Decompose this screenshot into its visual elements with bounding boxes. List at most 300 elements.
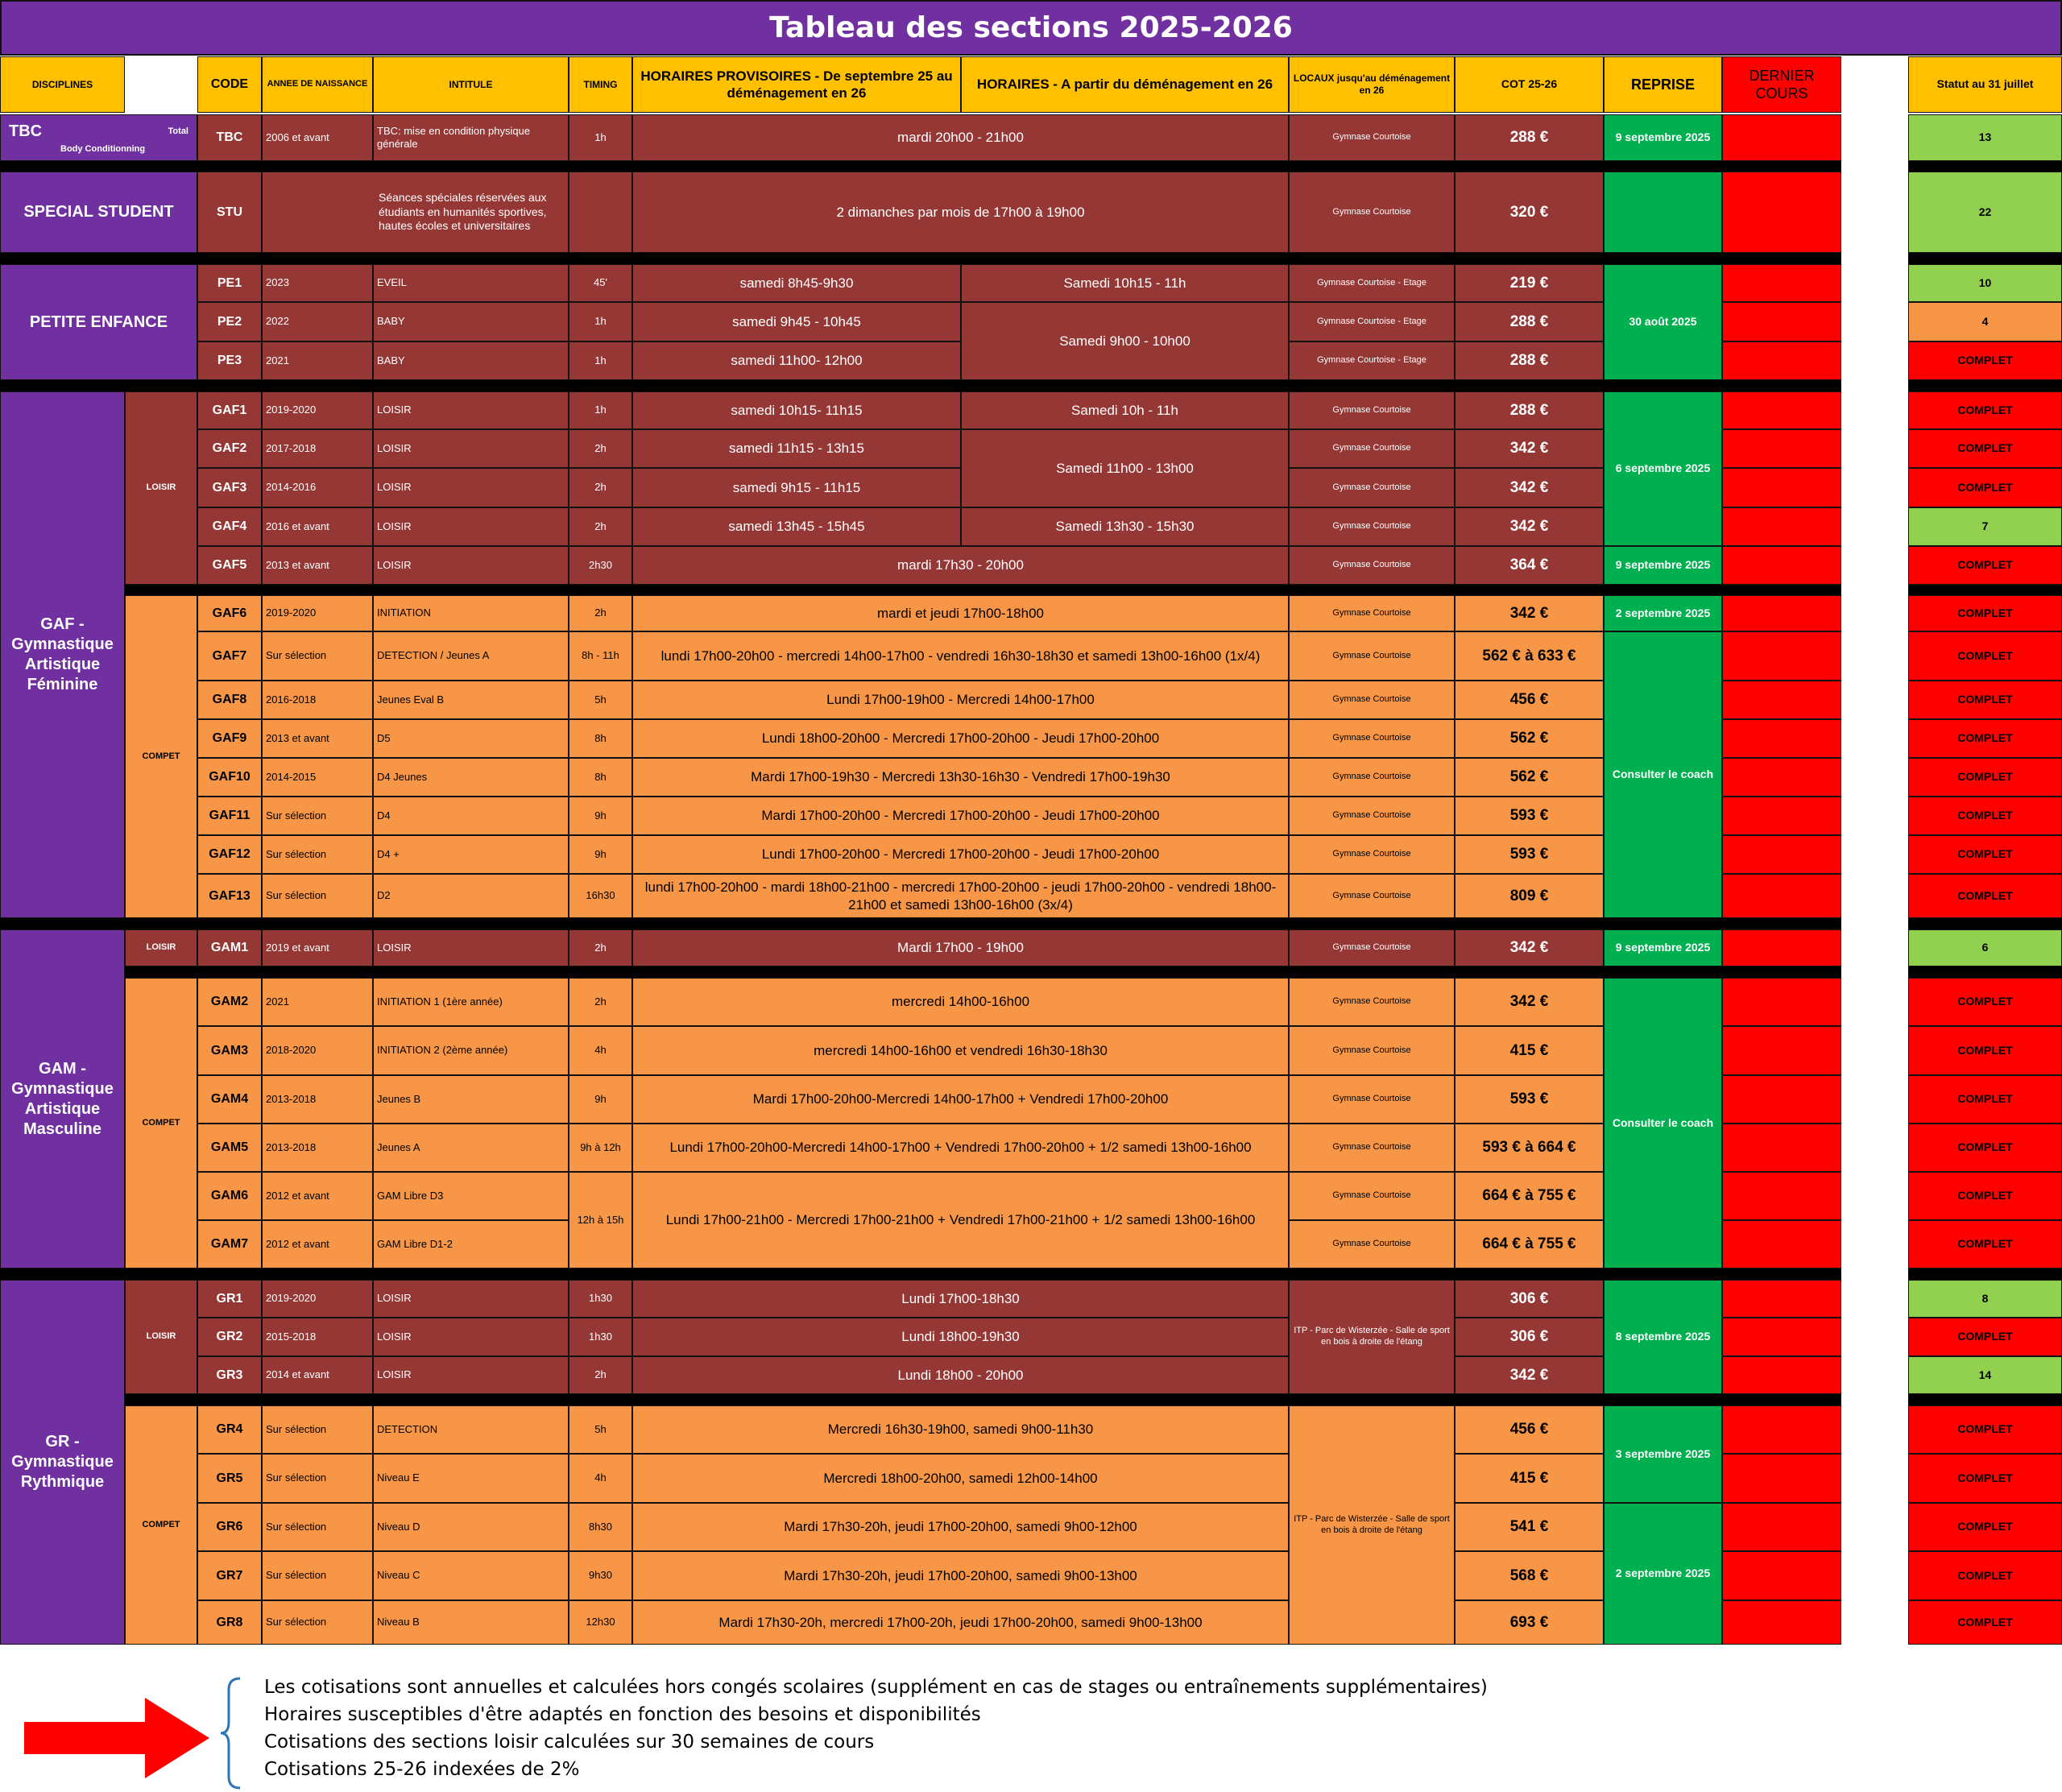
cell-cotisation: 342 € — [1455, 468, 1604, 507]
cell-cotisation: 456 € — [1455, 681, 1604, 719]
cell-dernier-cours — [1722, 546, 1841, 585]
cell-statut: COMPLET — [1908, 1172, 2062, 1220]
cell-locaux: Gymnase Courtoise — [1289, 719, 1455, 758]
cell-locaux: Gymnase Courtoise — [1289, 929, 1455, 966]
cell-annee: 2016 et avant — [262, 507, 373, 546]
cell-timing: 9h — [569, 797, 632, 835]
cell-statut: COMPLET — [1908, 546, 2062, 585]
section-separator — [0, 918, 1841, 929]
cell-cotisation: 320 € — [1455, 172, 1604, 253]
cell-statut: 14 — [1908, 1356, 2062, 1394]
cell-dernier-cours — [1722, 264, 1841, 302]
header-disciplines: DISCIPLINES — [0, 56, 125, 113]
cell-statut: COMPLET — [1908, 631, 2062, 681]
cell-horaire: Lundi 18h00-20h00 - Mercredi 17h00-20h00 - Jeudi 17h00-20h00 — [632, 719, 1289, 758]
note-item: Cotisations 25-26 indexées de 2% — [264, 1759, 580, 1780]
cell-reprise: Consulter le coach — [1604, 631, 1722, 918]
header-horaires-new: HORAIRES - A partir du déménagement en 26 — [961, 56, 1289, 113]
cell-locaux: Gymnase Courtoise — [1289, 1075, 1455, 1124]
cell-intitule: LOISIR — [373, 929, 569, 966]
cell-annee: 2013-2018 — [262, 1124, 373, 1172]
cell-intitule: EVEIL — [373, 264, 569, 302]
cell-code: GR1 — [197, 1280, 262, 1318]
section-separator — [1908, 1268, 2062, 1280]
cell-horaire: Mardi 17h30-20h, jeudi 17h00-20h00, samedi 9h00-13h00 — [632, 1551, 1289, 1600]
cell-code: GR2 — [197, 1318, 262, 1356]
cell-annee: 2019 et avant — [262, 929, 373, 966]
cell-timing: 4h — [569, 1026, 632, 1075]
cell-dernier-cours — [1722, 929, 1841, 966]
cell-cotisation: 342 € — [1455, 595, 1604, 631]
cell-horaire: samedi 9h15 - 11h15 — [632, 468, 961, 507]
cell-horaire: Lundi 17h00-21h00 - Mercredi 17h00-21h00 + Vendredi 17h00-21h00 + 1/2 samedi 13h00-16h00 — [632, 1172, 1289, 1268]
cell-dernier-cours — [1722, 874, 1841, 918]
cell-statut: 13 — [1908, 114, 2062, 161]
cell-cotisation: 342 € — [1455, 507, 1604, 546]
cell-timing: 9h à 12h — [569, 1124, 632, 1172]
discipline-tbc — [0, 114, 197, 161]
cell-locaux: Gymnase Courtoise — [1289, 681, 1455, 719]
cell-timing: 2h — [569, 468, 632, 507]
cell-code: PE3 — [197, 341, 262, 380]
cell-cotisation: 593 € à 664 € — [1455, 1124, 1604, 1172]
header-timing: TIMING — [569, 56, 632, 113]
arrow-right-icon — [24, 1698, 209, 1778]
cell-statut: COMPLET — [1908, 835, 2062, 874]
subgroup-loisir: LOISIR — [125, 391, 197, 585]
section-separator — [0, 585, 1841, 595]
cell-locaux: Gymnase Courtoise — [1289, 595, 1455, 631]
cell-statut: COMPLET — [1908, 681, 2062, 719]
cell-dernier-cours — [1722, 1220, 1841, 1268]
cell-intitule: LOISIR — [373, 1318, 569, 1356]
cell-annee: Sur sélection — [262, 835, 373, 874]
cell-statut: COMPLET — [1908, 429, 2062, 468]
cell-intitule: Jeunes Eval B — [373, 681, 569, 719]
section-separator — [0, 966, 1841, 978]
discipline-special-student: SPECIAL STUDENT — [0, 172, 197, 253]
cell-timing: 5h — [569, 1405, 632, 1454]
cell-code: PE2 — [197, 302, 262, 341]
cell-statut: COMPLET — [1908, 719, 2062, 758]
cell-statut: COMPLET — [1908, 1026, 2062, 1075]
cell-timing: 12h30 — [569, 1600, 632, 1645]
cell-horaire: mardi et jeudi 17h00-18h00 — [632, 595, 1289, 631]
subgroup-compet: COMPET — [125, 1405, 197, 1645]
cell-horaire: samedi 11h15 - 13h15 — [632, 429, 961, 468]
cell-timing: 2h — [569, 595, 632, 631]
cell-timing: 2h — [569, 1356, 632, 1394]
cell-code: PE1 — [197, 264, 262, 302]
cell-timing: 1h — [569, 114, 632, 161]
cell-intitule: INITIATION 1 (1ère année) — [373, 978, 569, 1026]
cell-dernier-cours — [1722, 595, 1841, 631]
cell-code: GAF6 — [197, 595, 262, 631]
header-horaires-provisoires: HORAIRES PROVISOIRES - De septembre 25 au déménagement en 26 — [632, 56, 961, 113]
cell-locaux: Gymnase Courtoise — [1289, 1124, 1455, 1172]
cell-timing: 16h30 — [569, 874, 632, 918]
cell-cotisation: 593 € — [1455, 797, 1604, 835]
cell-intitule: GAM Libre D1-2 — [373, 1220, 569, 1268]
cell-intitule: LOISIR — [373, 468, 569, 507]
cell-statut: 10 — [1908, 264, 2062, 302]
section-separator — [1908, 585, 2062, 595]
cell-intitule: Niveau B — [373, 1600, 569, 1645]
cell-horaire: 2 dimanches par mois de 17h00 à 19h00 — [632, 172, 1289, 253]
cell-cotisation: 809 € — [1455, 874, 1604, 918]
cell-code: GAM3 — [197, 1026, 262, 1075]
cell-locaux: Gymnase Courtoise - Etage — [1289, 341, 1455, 380]
cell-locaux: ITP - Parc de Wisterzée - Salle de sport en bois à droite de l'étang — [1289, 1405, 1455, 1645]
cell-locaux: Gymnase Courtoise — [1289, 631, 1455, 681]
cell-horaire: Mardi 17h00-20h00 - Mercredi 17h00-20h00 - Jeudi 17h00-20h00 — [632, 797, 1289, 835]
cell-annee: Sur sélection — [262, 1551, 373, 1600]
cell-intitule: LOISIR — [373, 391, 569, 429]
cell-horaire: Samedi 13h30 - 15h30 — [961, 507, 1289, 546]
cell-intitule: BABY — [373, 341, 569, 380]
cell-cotisation: 562 € — [1455, 719, 1604, 758]
cell-locaux: Gymnase Courtoise — [1289, 797, 1455, 835]
cell-dernier-cours — [1722, 1454, 1841, 1503]
cell-timing: 4h — [569, 1454, 632, 1503]
cell-horaire: Lundi 17h00-20h00 - Mercredi 17h00-20h00 - Jeudi 17h00-20h00 — [632, 835, 1289, 874]
cell-cotisation: 288 € — [1455, 391, 1604, 429]
header-code: CODE — [197, 56, 262, 113]
cell-code: GAF5 — [197, 546, 262, 585]
cell-timing: 2h30 — [569, 546, 632, 585]
cell-cotisation: 664 € à 755 € — [1455, 1172, 1604, 1220]
cell-locaux: Gymnase Courtoise — [1289, 1172, 1455, 1220]
section-separator — [1908, 966, 2062, 978]
cell-reprise: 8 septembre 2025 — [1604, 1280, 1722, 1394]
cell-intitule: TBC: mise en condition physique générale — [373, 114, 569, 161]
cell-dernier-cours — [1722, 114, 1841, 161]
cell-reprise: 9 septembre 2025 — [1604, 546, 1722, 585]
cell-timing — [569, 172, 632, 253]
section-separator — [0, 380, 1841, 391]
cell-cotisation: 541 € — [1455, 1503, 1604, 1551]
cell-horaire: Mardi 17h30-20h, jeudi 17h00-20h00, samedi 9h00-12h00 — [632, 1503, 1289, 1551]
cell-cotisation: 562 € — [1455, 758, 1604, 797]
cell-cotisation: 306 € — [1455, 1280, 1604, 1318]
subgroup-loisir: LOISIR — [125, 1280, 197, 1394]
cell-annee: Sur sélection — [262, 1503, 373, 1551]
cell-intitule: LOISIR — [373, 546, 569, 585]
cell-annee: Sur sélection — [262, 1600, 373, 1645]
cell-dernier-cours — [1722, 302, 1841, 341]
cell-annee: Sur sélection — [262, 797, 373, 835]
cell-intitule: DETECTION — [373, 1405, 569, 1454]
cell-annee: 2016-2018 — [262, 681, 373, 719]
cell-horaire: mardi 20h00 - 21h00 — [632, 114, 1289, 161]
cell-code: GAF7 — [197, 631, 262, 681]
cell-locaux: Gymnase Courtoise — [1289, 429, 1455, 468]
cell-dernier-cours — [1722, 1026, 1841, 1075]
cell-dernier-cours — [1722, 1405, 1841, 1454]
cell-horaire: mardi 17h30 - 20h00 — [632, 546, 1289, 585]
cell-dernier-cours — [1722, 1172, 1841, 1220]
note-item: Horaires susceptibles d'être adaptés en fonction des besoins et disponibilités — [264, 1704, 981, 1725]
cell-code: GAF8 — [197, 681, 262, 719]
cell-reprise: 9 septembre 2025 — [1604, 114, 1722, 161]
cell-statut: COMPLET — [1908, 758, 2062, 797]
cell-dernier-cours — [1722, 1600, 1841, 1645]
cell-horaire: samedi 13h45 - 15h45 — [632, 507, 961, 546]
discipline-gam: GAM - Gymnastique Artistique Masculine — [0, 929, 125, 1268]
cell-code: GAM6 — [197, 1172, 262, 1220]
cell-code: STU — [197, 172, 262, 253]
cell-annee: 2012 et avant — [262, 1220, 373, 1268]
cell-cotisation: 562 € à 633 € — [1455, 631, 1604, 681]
cell-statut: COMPLET — [1908, 595, 2062, 631]
cell-annee: 2014-2015 — [262, 758, 373, 797]
cell-code: TBC — [197, 114, 262, 161]
cell-intitule: INITIATION — [373, 595, 569, 631]
cell-code: GR5 — [197, 1454, 262, 1503]
notes-list — [264, 1674, 1488, 1783]
cell-dernier-cours — [1722, 719, 1841, 758]
cell-timing: 2h — [569, 429, 632, 468]
cell-code: GAM2 — [197, 978, 262, 1026]
cell-statut: 22 — [1908, 172, 2062, 253]
cell-dernier-cours — [1722, 1280, 1841, 1318]
cell-intitule: INITIATION 2 (2ème année) — [373, 1026, 569, 1075]
cell-horaire: Samedi 11h00 - 13h00 — [961, 429, 1289, 507]
section-separator — [1908, 918, 2062, 929]
cell-horaire: Lundi 17h00-18h30 — [632, 1280, 1289, 1318]
cell-code: GAF4 — [197, 507, 262, 546]
cell-cotisation: 664 € à 755 € — [1455, 1220, 1604, 1268]
cell-statut: COMPLET — [1908, 1318, 2062, 1356]
cell-timing: 1h — [569, 302, 632, 341]
cell-code: GR6 — [197, 1503, 262, 1551]
cell-dernier-cours — [1722, 631, 1841, 681]
cell-horaire: mercredi 14h00-16h00 et vendredi 16h30-18h30 — [632, 1026, 1289, 1075]
cell-annee: 2018-2020 — [262, 1026, 373, 1075]
cell-intitule: LOISIR — [373, 1280, 569, 1318]
cell-reprise: Consulter le coach — [1604, 978, 1722, 1268]
cell-code: GAM4 — [197, 1075, 262, 1124]
section-separator — [0, 1268, 1841, 1280]
cell-code: GAF11 — [197, 797, 262, 835]
cell-statut: COMPLET — [1908, 1220, 2062, 1268]
cell-horaire: Mardi 17h00-20h00-Mercredi 14h00-17h00 + Vendredi 17h00-20h00 — [632, 1075, 1289, 1124]
discipline-gr: GR - Gymnastique Rythmique — [0, 1280, 125, 1645]
cell-cotisation: 568 € — [1455, 1551, 1604, 1600]
cell-code: GAF10 — [197, 758, 262, 797]
cell-cotisation: 364 € — [1455, 546, 1604, 585]
cell-intitule: Niveau C — [373, 1551, 569, 1600]
tbc-sub: Body Conditionning — [60, 144, 146, 154]
cell-horaire: Mercredi 18h00-20h00, samedi 12h00-14h00 — [632, 1454, 1289, 1503]
cell-intitule: Niveau E — [373, 1454, 569, 1503]
cell-cotisation: 342 € — [1455, 929, 1604, 966]
cell-horaire: samedi 9h45 - 10h45 — [632, 302, 961, 341]
cell-code: GAF2 — [197, 429, 262, 468]
cell-dernier-cours — [1722, 978, 1841, 1026]
cell-statut: COMPLET — [1908, 341, 2062, 380]
cell-annee: 2019-2020 — [262, 391, 373, 429]
cell-intitule: Jeunes A — [373, 1124, 569, 1172]
cell-reprise: 2 septembre 2025 — [1604, 595, 1722, 631]
discipline-gaf: GAF - Gymnastique Artistique Féminine — [0, 391, 125, 918]
cell-annee: 2021 — [262, 341, 373, 380]
cell-timing: 9h30 — [569, 1551, 632, 1600]
cell-dernier-cours — [1722, 429, 1841, 468]
cell-cotisation: 693 € — [1455, 1600, 1604, 1645]
cell-annee: 2014-2016 — [262, 468, 373, 507]
cell-reprise: 6 septembre 2025 — [1604, 391, 1722, 546]
cell-locaux: Gymnase Courtoise — [1289, 978, 1455, 1026]
cell-locaux: Gymnase Courtoise — [1289, 1220, 1455, 1268]
cell-reprise: 9 septembre 2025 — [1604, 929, 1722, 966]
cell-intitule: LOISIR — [373, 1356, 569, 1394]
page-title: Tableau des sections 2025-2026 — [0, 0, 2062, 56]
cell-intitule: D4 Jeunes — [373, 758, 569, 797]
cell-statut: COMPLET — [1908, 797, 2062, 835]
section-separator — [1908, 161, 2062, 172]
cell-code: GAF1 — [197, 391, 262, 429]
cell-code: GR4 — [197, 1405, 262, 1454]
cell-annee: 2012 et avant — [262, 1172, 373, 1220]
cell-dernier-cours — [1722, 758, 1841, 797]
cell-annee: Sur sélection — [262, 874, 373, 918]
cell-intitule: D4 + — [373, 835, 569, 874]
header-locaux: LOCAUX jusqu'au déménagement en 26 — [1289, 56, 1455, 113]
cell-dernier-cours — [1722, 1356, 1841, 1394]
cell-timing: 8h — [569, 758, 632, 797]
cell-intitule: D2 — [373, 874, 569, 918]
header-reprise: REPRISE — [1604, 56, 1722, 113]
cell-locaux: Gymnase Courtoise — [1289, 507, 1455, 546]
header-cot: COT 25-26 — [1455, 56, 1604, 113]
cell-dernier-cours — [1722, 681, 1841, 719]
cell-timing: 2h — [569, 507, 632, 546]
cell-annee: 2014 et avant — [262, 1356, 373, 1394]
cell-cotisation: 219 € — [1455, 264, 1604, 302]
cell-cotisation: 288 € — [1455, 114, 1604, 161]
subgroup-compet: COMPET — [125, 978, 197, 1268]
cell-timing: 9h — [569, 835, 632, 874]
section-separator — [0, 1394, 1841, 1405]
cell-horaire: Samedi 10h - 11h — [961, 391, 1289, 429]
cell-timing: 8h — [569, 719, 632, 758]
cell-annee: 2013 et avant — [262, 546, 373, 585]
cell-cotisation: 306 € — [1455, 1318, 1604, 1356]
cell-statut: COMPLET — [1908, 1551, 2062, 1600]
cell-annee: 2022 — [262, 302, 373, 341]
cell-locaux: Gymnase Courtoise — [1289, 546, 1455, 585]
cell-reprise: 2 septembre 2025 — [1604, 1503, 1722, 1645]
cell-horaire: samedi 11h00- 12h00 — [632, 341, 961, 380]
cell-timing: 9h — [569, 1075, 632, 1124]
cell-timing: 5h — [569, 681, 632, 719]
cell-cotisation: 415 € — [1455, 1026, 1604, 1075]
cell-horaire: Mardi 17h00-19h30 - Mercredi 13h30-16h30 - Vendredi 17h00-19h30 — [632, 758, 1289, 797]
cell-statut: COMPLET — [1908, 1075, 2062, 1124]
cell-locaux: Gymnase Courtoise - Etage — [1289, 302, 1455, 341]
cell-statut: 6 — [1908, 929, 2062, 966]
cell-timing: 8h30 — [569, 1503, 632, 1551]
cell-code: GAM5 — [197, 1124, 262, 1172]
cell-annee: 2015-2018 — [262, 1318, 373, 1356]
cell-horaire: Mardi 17h00 - 19h00 — [632, 929, 1289, 966]
cell-timing: 8h - 11h — [569, 631, 632, 681]
cell-code: GAF12 — [197, 835, 262, 874]
cell-intitule — [262, 172, 569, 253]
cell-horaire: mercredi 14h00-16h00 — [632, 978, 1289, 1026]
cell-horaire: Mardi 17h30-20h, mercredi 17h00-20h, jeudi 17h00-20h00, samedi 9h00-13h00 — [632, 1600, 1289, 1645]
cell-timing: 2h — [569, 978, 632, 1026]
cell-locaux: ITP - Parc de Wisterzée - Salle de sport en bois à droite de l'étang — [1289, 1280, 1455, 1394]
discipline-petite-enfance: PETITE ENFANCE — [0, 264, 197, 380]
section-separator — [1908, 253, 2062, 264]
cell-code: GAM7 — [197, 1220, 262, 1268]
cell-statut: COMPLET — [1908, 391, 2062, 429]
cell-dernier-cours — [1722, 507, 1841, 546]
cell-statut: COMPLET — [1908, 1405, 2062, 1454]
cell-statut: COMPLET — [1908, 874, 2062, 918]
cell-reprise: 3 septembre 2025 — [1604, 1405, 1722, 1503]
cell-code: GAM1 — [197, 929, 262, 966]
header-annee: ANNEE DE NAISSANCE — [262, 56, 373, 113]
cell-statut: COMPLET — [1908, 1124, 2062, 1172]
cell-timing: 2h — [569, 929, 632, 966]
cell-statut: COMPLET — [1908, 1503, 2062, 1551]
cell-code: GAF3 — [197, 468, 262, 507]
cell-horaire: Lundi 18h00 - 20h00 — [632, 1356, 1289, 1394]
cell-annee: 2019-2020 — [262, 1280, 373, 1318]
cell-timing: 1h30 — [569, 1280, 632, 1318]
cell-dernier-cours — [1722, 1075, 1841, 1124]
cell-dernier-cours — [1722, 1551, 1841, 1600]
cell-dernier-cours — [1722, 797, 1841, 835]
section-separator — [0, 253, 1841, 264]
header-statut: Statut au 31 juillet — [1908, 56, 2062, 113]
header-intitule: INTITULE — [373, 56, 569, 113]
cell-horaire: Lundi 18h00-19h30 — [632, 1318, 1289, 1356]
cell-statut: COMPLET — [1908, 468, 2062, 507]
cell-intitule: DETECTION / Jeunes A — [373, 631, 569, 681]
section-separator — [1908, 380, 2062, 391]
cell-locaux: Gymnase Courtoise — [1289, 835, 1455, 874]
tbc-total: Total — [168, 126, 188, 136]
cell-code: GR8 — [197, 1600, 262, 1645]
cell-cotisation: 593 € — [1455, 1075, 1604, 1124]
cell-dernier-cours — [1722, 835, 1841, 874]
cell-annee: Sur sélection — [262, 631, 373, 681]
cell-cotisation: 288 € — [1455, 302, 1604, 341]
cell-locaux: Gymnase Courtoise — [1289, 468, 1455, 507]
cell-dernier-cours — [1722, 1124, 1841, 1172]
cell-annee: 2023 — [262, 264, 373, 302]
cell-annee: 2006 et avant — [262, 114, 373, 161]
cell-intitule: LOISIR — [373, 429, 569, 468]
cell-locaux: Gymnase Courtoise — [1289, 172, 1455, 253]
cell-intitule: BABY — [373, 302, 569, 341]
cell-annee: Sur sélection — [262, 1454, 373, 1503]
cell-dernier-cours — [1722, 172, 1841, 253]
section-separator — [1908, 1394, 2062, 1405]
cell-locaux: Gymnase Courtoise — [1289, 1026, 1455, 1075]
cell-timing: 45' — [569, 264, 632, 302]
cell-locaux: Gymnase Courtoise — [1289, 758, 1455, 797]
brace-icon — [219, 1677, 243, 1790]
cell-code: GAF13 — [197, 874, 262, 918]
cell-locaux: Gymnase Courtoise - Etage — [1289, 264, 1455, 302]
cell-dernier-cours — [1722, 391, 1841, 429]
cell-cotisation: 342 € — [1455, 429, 1604, 468]
